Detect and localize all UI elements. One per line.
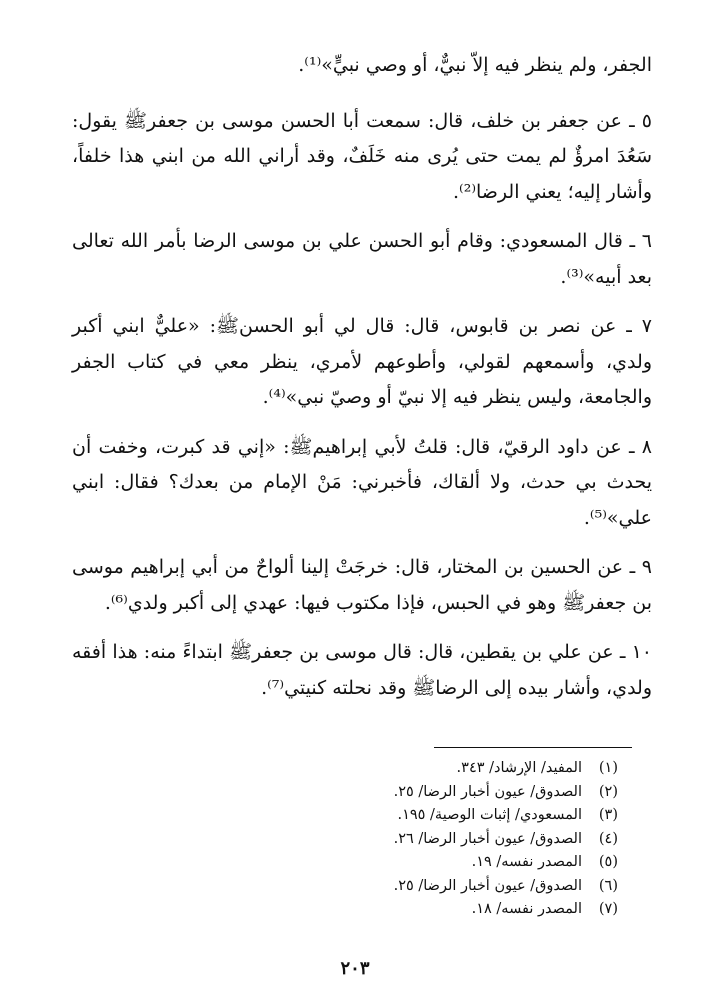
paragraph-hadith-6 — [72, 224, 652, 295]
paragraph-continuation — [72, 48, 652, 84]
footnote-item — [298, 898, 618, 922]
footnote-text: المسعودي/ إثبات الوصية/ ١٩٥. — [397, 807, 582, 823]
footnote-number: (١) — [598, 760, 618, 776]
paragraph-text: ٨ ـ عن داود الرقيّ، قال: قلتُ لأبي إبراهيمﷺ: «إني قد كبرت، وخفت أن يحدث بي حدث، ولا ألقاك، فأخبرني: مَنْ الإمام من بعدك؟ فقال: ابني علي»⁽⁵⁾. — [72, 435, 652, 529]
paragraph-hadith-10 — [72, 635, 652, 706]
main-text — [72, 48, 652, 720]
footnote-divider — [434, 747, 632, 748]
footnote-item — [298, 875, 618, 899]
paragraph-text: الجفر، ولم ينظر فيه إلاّ نبيٌّ، أو وصي نبيٍّ»⁽¹⁾. — [298, 54, 652, 76]
footnote-text: الصدوق/ عيون أخبار الرضا/ ٢٥. — [393, 877, 582, 894]
footnote-item — [298, 851, 618, 875]
footnote-item — [298, 757, 618, 781]
paragraph-text: ١٠ ـ عن علي بن يقطين، قال: قال موسى بن جعفرﷺ ابتداءً منه: هذا أفقه ولدي، وأشار بيده إلى الرضاﷺ وقد نحلته كنيتي⁽⁷⁾. — [72, 641, 652, 699]
paragraph-text: ٧ ـ عن نصر بن قابوس، قال: قال لي أبو الحسنﷺ: «عليٌّ ابني أكبر ولدي، وأسمعهم لقولي، وأطوعهم لأمري، ينظر معي في كتاب الجفر والجامعة، وليس ينظر فيه إلا نبيّ أو وصيّ نبي»⁽⁴⁾. — [72, 315, 652, 408]
footnote-text: المفيد/ الإرشاد/ ٣٤٣. — [456, 760, 582, 776]
paragraph-hadith-8 — [72, 430, 652, 537]
paragraph-hadith-5 — [72, 104, 652, 211]
footnote-number: (٥) — [598, 854, 618, 870]
footnote-item — [298, 828, 618, 852]
footnote-number: (٤) — [598, 830, 618, 847]
footnote-text: المصدر نفسه/ ١٨. — [471, 901, 582, 917]
footnote-text: المصدر نفسه/ ١٩. — [471, 854, 582, 870]
footnote-item — [298, 781, 618, 805]
paragraph-text: ٥ ـ عن جعفر بن خلف، قال: سمعت أبا الحسن موسى بن جعفرﷺ يقول: سَعُدَ امرؤٌ لم يمت حتى يُرى منه خَلَفٌ، وقد أراني الله من ابني هذا خلفاً، وأشار إليه؛ يعني الرضا⁽²⁾. — [72, 109, 652, 203]
footnote-text: الصدوق/ عيون أخبار الرضا/ ٢٦. — [393, 830, 582, 847]
page-number: ٢٠٣ — [340, 958, 370, 979]
footnote-number: (٣) — [598, 807, 618, 823]
footnotes — [298, 757, 618, 922]
paragraph-text: ٩ ـ عن الحسين بن المختار، قال: خرجَتْ إلينا ألواحٌ من أبي إبراهيم موسى بن جعفرﷺ وهو في الحبس، فإذا مكتوب فيها: عهدي إلى أكبر ولدي⁽⁶⁾. — [72, 556, 652, 614]
paragraph-hadith-9 — [72, 550, 652, 621]
footnote-item — [298, 804, 618, 828]
footnote-number: (٦) — [598, 877, 618, 894]
footnote-number: (٧) — [598, 901, 618, 917]
footnote-text: الصدوق/ عيون أخبار الرضا/ ٢٥. — [393, 783, 582, 800]
footnote-number: (٢) — [598, 783, 618, 800]
paragraph-text: ٦ ـ قال المسعودي: وقام أبو الحسن علي بن موسى الرضا بأمر الله تعالى بعد أبيه»⁽³⁾. — [72, 230, 652, 288]
paragraph-hadith-7 — [72, 309, 652, 416]
